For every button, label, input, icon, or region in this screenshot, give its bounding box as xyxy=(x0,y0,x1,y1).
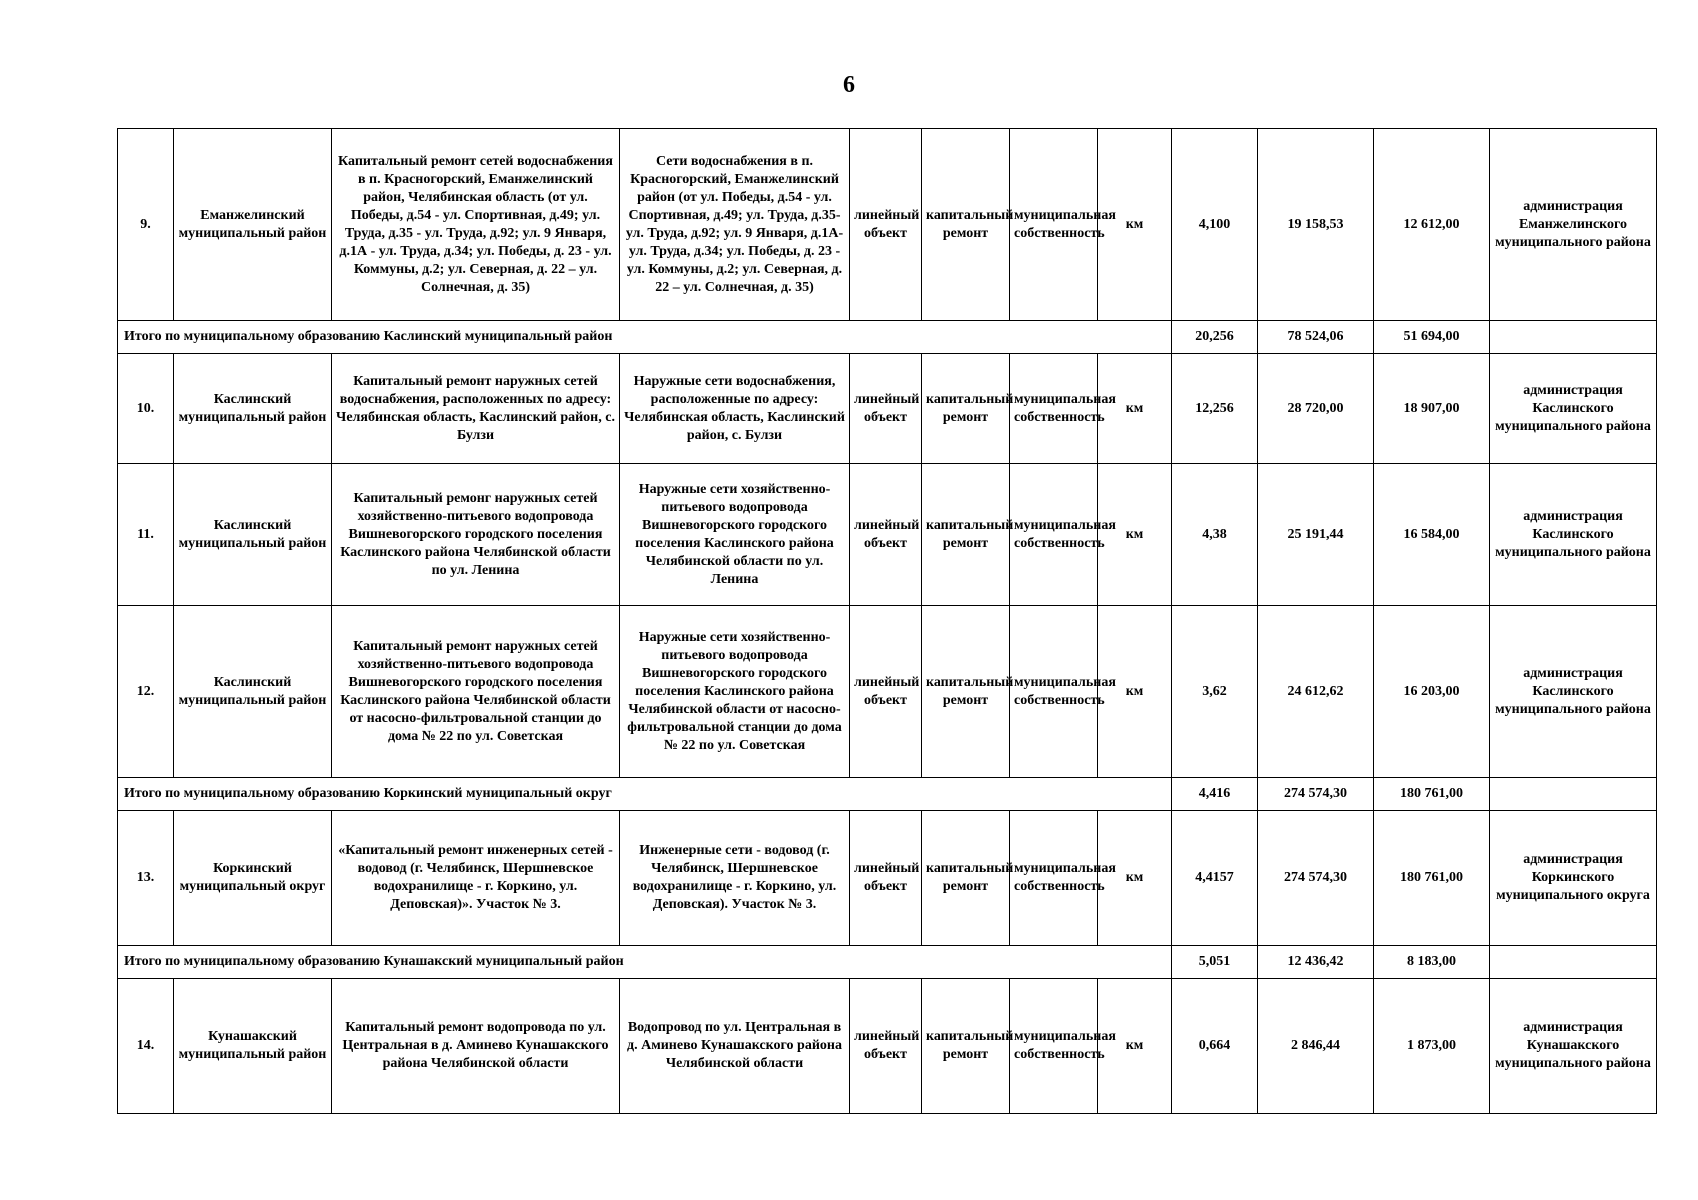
total-row xyxy=(118,321,1657,354)
subsidy-cell: 12 612,00 xyxy=(1374,129,1490,321)
table-row xyxy=(118,606,1657,778)
customer-cell: администрация Коркинского муниципального округа xyxy=(1490,811,1657,946)
customer-cell: администрация Каслинского муниципального района xyxy=(1490,464,1657,606)
total-cost-cell: 2 846,44 xyxy=(1258,979,1374,1114)
total-cost-cell: 25 191,44 xyxy=(1258,464,1374,606)
total-label: Итого по муниципальному образованию Каслинский муниципальный район xyxy=(118,321,1172,354)
work-kind-cell: капитальный ремонт xyxy=(922,811,1010,946)
ownership-cell: муниципальная собственность xyxy=(1010,464,1098,606)
work-kind-cell: капитальный ремонт xyxy=(922,606,1010,778)
subsidy-cell: 16 203,00 xyxy=(1374,606,1490,778)
table-row xyxy=(118,464,1657,606)
customer-cell: администрация Каслинского муниципального района xyxy=(1490,354,1657,464)
total-quantity: 4,416 xyxy=(1172,778,1258,811)
quantity-cell: 0,664 xyxy=(1172,979,1258,1114)
total-cost: 12 436,42 xyxy=(1258,946,1374,979)
unit-cell: км xyxy=(1098,606,1172,778)
municipality-cell: Каслинский муниципальный район xyxy=(174,354,332,464)
municipality-cell: Каслинский муниципальный район xyxy=(174,606,332,778)
customer-cell: администрация Каслинского муниципального района xyxy=(1490,606,1657,778)
total-label: Итого по муниципальному образованию Кунашакский муниципальный район xyxy=(118,946,1172,979)
quantity-cell: 12,256 xyxy=(1172,354,1258,464)
work-kind-cell: капитальный ремонт xyxy=(922,129,1010,321)
subsidy-cell: 180 761,00 xyxy=(1374,811,1490,946)
total-cost-cell: 28 720,00 xyxy=(1258,354,1374,464)
ownership-cell: муниципальная собственность xyxy=(1010,811,1098,946)
row-number: 10. xyxy=(118,354,174,464)
municipality-cell: Каслинский муниципальный район xyxy=(174,464,332,606)
object-type-cell: линейный объект xyxy=(850,606,922,778)
ownership-cell: муниципальная собственность xyxy=(1010,606,1098,778)
ownership-cell: муниципальная собственность xyxy=(1010,129,1098,321)
unit-cell: км xyxy=(1098,129,1172,321)
total-subsidy: 8 183,00 xyxy=(1374,946,1490,979)
total-empty-cell xyxy=(1490,321,1657,354)
total-cost: 78 524,06 xyxy=(1258,321,1374,354)
work-name-cell: Капитальный ремонг наружных сетей хозяйственно-питьевого водопровода Вишневогорского городского поселения Каслинского района Челябинской области по ул. Ленина xyxy=(332,464,620,606)
work-kind-cell: капитальный ремонт xyxy=(922,464,1010,606)
work-name-cell: «Капитальный ремонт инженерных сетей - водовод (г. Челябинск, Шершневское водохранилище - г. Коркино, ул. Деповская)». Участок № 3. xyxy=(332,811,620,946)
unit-cell: км xyxy=(1098,354,1172,464)
object-type-cell: линейный объект xyxy=(850,811,922,946)
unit-cell: км xyxy=(1098,464,1172,606)
object-name-cell: Наружные сети хозяйственно-питьевого водопровода Вишневогорского городского поселения Каслинского района Челябинской области по ул. Ленина xyxy=(620,464,850,606)
row-number: 13. xyxy=(118,811,174,946)
object-name-cell: Сети водоснабжения в п. Красногорский, Еманжелинский район (от ул. Победы, д.54 - ул. Спортивная, д.49; ул. Труда, д.35- ул. Труда, д.92; ул. 9 Января, д.1А-ул. Труда, д.34; ул. Победы, д. 23 - ул. Коммуны, д.2; ул. Северная, д. 22 – ул. Солнечная, д. 35) xyxy=(620,129,850,321)
municipality-cell: Еманжелинский муниципальный район xyxy=(174,129,332,321)
total-subsidy: 51 694,00 xyxy=(1374,321,1490,354)
object-name-cell: Наружные сети водоснабжения, расположенные по адресу: Челябинская область, Каслинский район, с. Булзи xyxy=(620,354,850,464)
total-cost-cell: 19 158,53 xyxy=(1258,129,1374,321)
total-cost-cell: 24 612,62 xyxy=(1258,606,1374,778)
ownership-cell: муниципальная собственность xyxy=(1010,354,1098,464)
table-row xyxy=(118,129,1657,321)
page-number: 6 xyxy=(843,72,855,98)
total-quantity: 5,051 xyxy=(1172,946,1258,979)
object-type-cell: линейный объект xyxy=(850,464,922,606)
subsidy-cell: 16 584,00 xyxy=(1374,464,1490,606)
object-name-cell: Наружные сети хозяйственно-питьевого водопровода Вишневогорского городского поселения Каслинского района Челябинской области от насосно-фильтровальной станции до дома № 22 по ул. Советская xyxy=(620,606,850,778)
objects-table xyxy=(117,128,1657,1114)
object-type-cell: линейный объект xyxy=(850,129,922,321)
municipality-cell: Коркинский муниципальный округ xyxy=(174,811,332,946)
ownership-cell: муниципальная собственность xyxy=(1010,979,1098,1114)
work-kind-cell: капитальный ремонт xyxy=(922,979,1010,1114)
work-name-cell: Капитальный ремонт наружных сетей водоснабжения, расположенных по адресу: Челябинская область, Каслинский район, с. Булзи xyxy=(332,354,620,464)
total-quantity: 20,256 xyxy=(1172,321,1258,354)
subsidy-cell: 18 907,00 xyxy=(1374,354,1490,464)
total-label: Итого по муниципальному образованию Коркинский муниципальный округ xyxy=(118,778,1172,811)
quantity-cell: 3,62 xyxy=(1172,606,1258,778)
municipality-cell: Кунашакский муниципальный район xyxy=(174,979,332,1114)
total-row xyxy=(118,778,1657,811)
table-row xyxy=(118,811,1657,946)
table-row xyxy=(118,979,1657,1114)
quantity-cell: 4,100 xyxy=(1172,129,1258,321)
total-subsidy: 180 761,00 xyxy=(1374,778,1490,811)
customer-cell: администрация Кунашакского муниципального района xyxy=(1490,979,1657,1114)
unit-cell: км xyxy=(1098,811,1172,946)
quantity-cell: 4,4157 xyxy=(1172,811,1258,946)
total-empty-cell xyxy=(1490,778,1657,811)
total-empty-cell xyxy=(1490,946,1657,979)
object-name-cell: Водопровод по ул. Центральная в д. Аминево Кунашакского района Челябинской области xyxy=(620,979,850,1114)
row-number: 14. xyxy=(118,979,174,1114)
work-name-cell: Капитальный ремонт наружных сетей хозяйственно-питьевого водопровода Вишневогорского городского поселения Каслинского района Челябинской области от насосно-фильтровальной станции до дома № 22 по ул. Советская xyxy=(332,606,620,778)
work-kind-cell: капитальный ремонт xyxy=(922,354,1010,464)
object-type-cell: линейный объект xyxy=(850,354,922,464)
unit-cell: км xyxy=(1098,979,1172,1114)
object-name-cell: Инженерные сети - водовод (г. Челябинск, Шершневское водохранилище - г. Коркино, ул. Деповская). Участок № 3. xyxy=(620,811,850,946)
customer-cell: администрация Еманжелинского муниципального района xyxy=(1490,129,1657,321)
subsidy-cell: 1 873,00 xyxy=(1374,979,1490,1114)
work-name-cell: Капитальный ремонт водопровода по ул. Центральная в д. Аминево Кунашакского района Челябинской области xyxy=(332,979,620,1114)
total-cost: 274 574,30 xyxy=(1258,778,1374,811)
row-number: 12. xyxy=(118,606,174,778)
row-number: 11. xyxy=(118,464,174,606)
work-name-cell: Капитальный ремонт сетей водоснабжения в п. Красногорский, Еманжелинский район, Челябинская область (от ул. Победы, д.54 - ул. Спортивная, д.49; ул. Труда, д.35 - ул. Труда, д.92; ул. 9 Января, д.1А - ул. Труда, д.34; ул. Победы, д. 23 - ул. Коммуны, д.2; ул. Северная, д. 22 – ул. Солнечная, д. 35) xyxy=(332,129,620,321)
object-type-cell: линейный объект xyxy=(850,979,922,1114)
table-row xyxy=(118,354,1657,464)
quantity-cell: 4,38 xyxy=(1172,464,1258,606)
total-row xyxy=(118,946,1657,979)
total-cost-cell: 274 574,30 xyxy=(1258,811,1374,946)
row-number: 9. xyxy=(118,129,174,321)
